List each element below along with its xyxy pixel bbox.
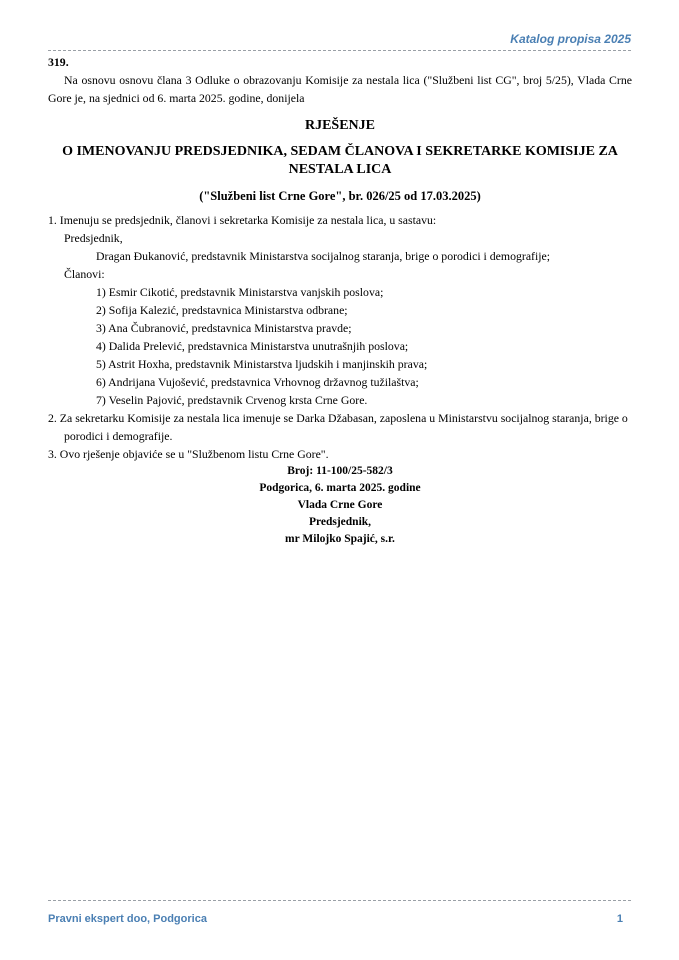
signature-block — [48, 463, 632, 548]
point-1: 1. Imenuju se predsjednik, članovi i sekretarka Komisije za nestala lica, u sastavu: — [48, 213, 437, 227]
member-item: 3) Ana Čubranović, predstavnica Ministarstva pravde; — [96, 321, 352, 335]
members-label: Članovi: — [64, 267, 105, 281]
publisher-name: Pravni ekspert doo, Podgorica — [48, 913, 207, 925]
member-item: 7) Veselin Pajović, predstavnik Crvenog krsta Crne Gore. — [96, 393, 368, 407]
signatory-name: mr Milojko Spajić, s.r. — [285, 533, 395, 545]
point-3: 3. Ovo rješenje objaviće se u "Službenom listu Crne Gore". — [48, 447, 329, 461]
president-entry: Dragan Đukanović, predstavnik Ministarstva socijalnog staranja, brige o porodici i demografije; — [96, 249, 551, 263]
gazette-reference: ("Službeni list Crne Gore", br. 026/25 od 17.03.2025) — [199, 189, 481, 203]
point-2: 2. Za sekretarku Komisije za nestala lica imenuje se Darka Džabasan, zaposlena u Ministarstvu socijalnog staranja, brige o porodici i demografije. — [48, 411, 628, 443]
place-date: Podgorica, 6. marta 2025. godine — [259, 482, 421, 494]
reference-number: Broj: 11-100/25-582/3 — [287, 465, 393, 477]
member-item: 1) Esmir Cikotić, predstavnik Ministarstva vanjskih poslova; — [96, 285, 384, 299]
document-title: RJEŠENJE — [304, 118, 376, 133]
document-body — [48, 53, 632, 548]
document-subtitle: O IMENOVANJU PREDSJEDNIKA, SEDAM ČLANOVA I SEKRETARKE KOMISIJE ZA NESTALA LICA — [62, 144, 618, 177]
signatory-role: Predsjednik, — [308, 516, 372, 528]
member-item: 4) Dalida Prelević, predstavnica Ministarstva unutrašnjih poslova; — [96, 339, 409, 353]
page-footer — [48, 900, 631, 925]
intro-paragraph: Na osnovu osnovu člana 3 Odluke o obrazovanju Komisije za nestala lica ("Službeni list CG", broj 5/25), Vlada Crne Gore je, na sjednici od 6. marta 2025. godine, donijela — [48, 73, 632, 105]
member-item: 5) Astrit Hoxha, predstavnik Ministarstva ljudskih i manjinskih prava; — [96, 357, 428, 371]
member-item: 6) Andrijana Vujošević, predstavnica Vrhovnog državnog tužilaštva; — [96, 375, 419, 389]
member-item: 2) Sofija Kalezić, predstavnica Ministarstva odbrane; — [96, 303, 348, 317]
page-header — [48, 30, 631, 51]
document-number: 319. — [48, 55, 69, 69]
government-name: Vlada Crne Gore — [297, 499, 383, 511]
catalog-title: Katalog propisa 2025 — [510, 32, 631, 46]
page-number: 1 — [616, 913, 623, 925]
president-label: Predsjednik, — [64, 231, 123, 245]
